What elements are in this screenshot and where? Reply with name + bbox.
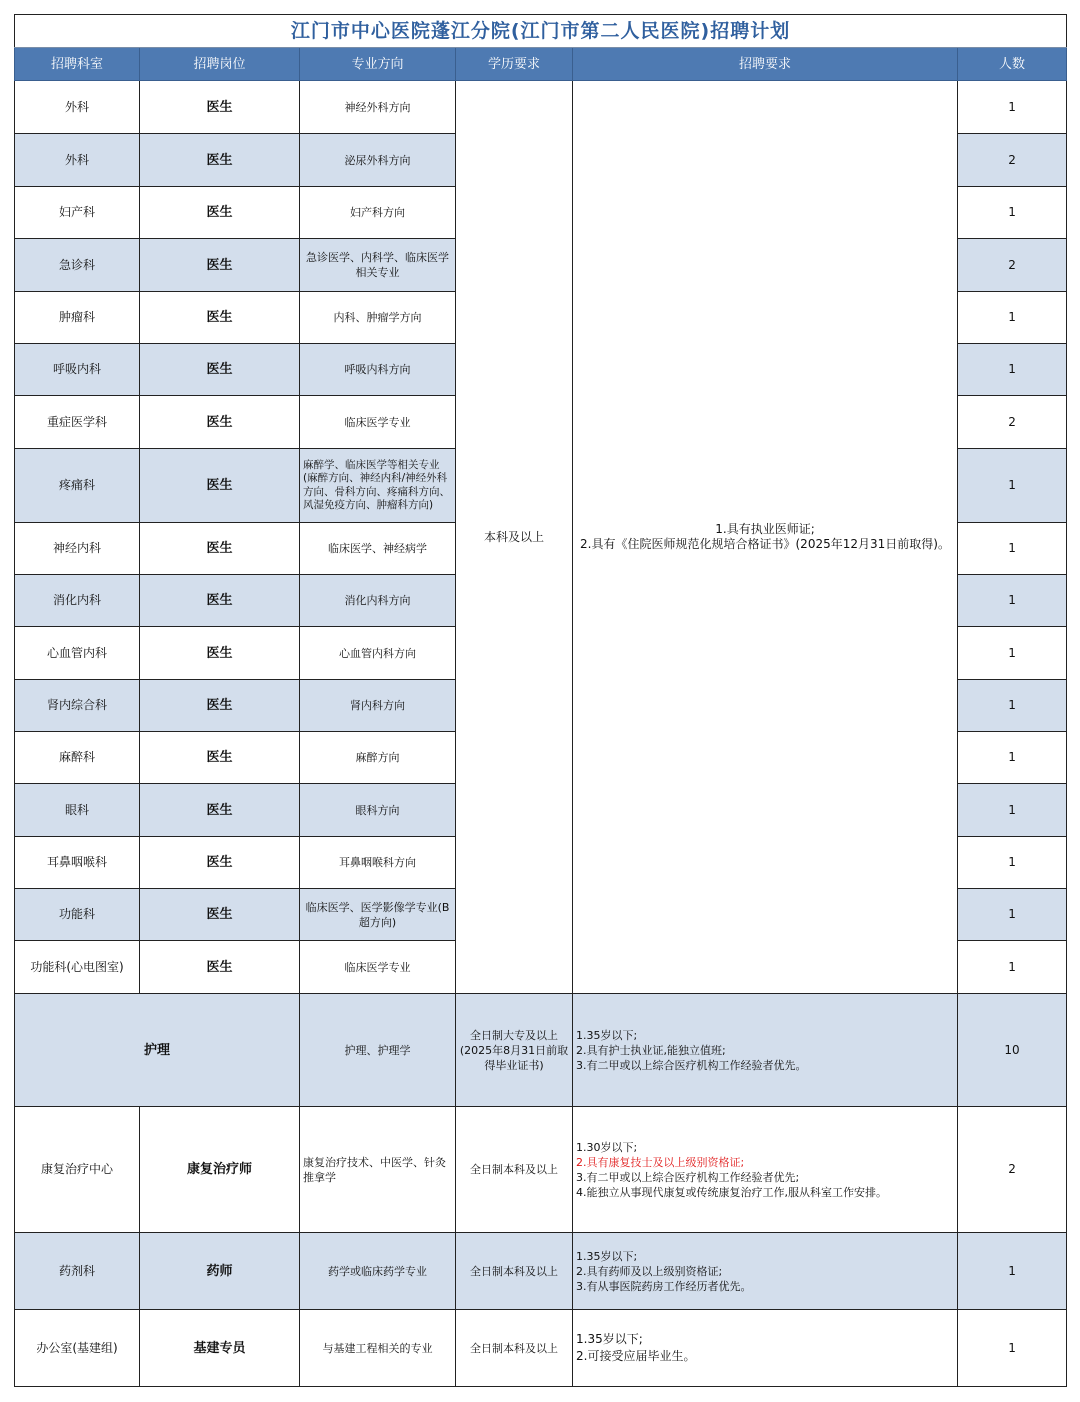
major-cell: 呼吸内科方向 — [300, 344, 456, 396]
major-cell: 麻醉学、临床医学等相关专业(麻醉方向、神经内科/神经外科方向、骨科方向、疼痛科方向、风湿免疫方向、肿瘤科方向) — [300, 449, 456, 523]
requirements-cell — [573, 1233, 958, 1310]
header-major: 专业方向 — [300, 48, 456, 81]
dept-cell: 康复治疗中心 — [15, 1107, 140, 1233]
count-cell: 2 — [958, 134, 1067, 187]
dept-cell: 功能科(心电图室) — [15, 941, 140, 994]
count-cell: 10 — [958, 994, 1067, 1107]
count-cell: 1 — [958, 732, 1067, 784]
major-cell: 肾内科方向 — [300, 680, 456, 732]
position-cell: 基建专员 — [140, 1310, 300, 1387]
major-cell: 神经外科方向 — [300, 81, 456, 134]
education-cell: 全日制本科及以上 — [456, 1310, 573, 1387]
dept-cell: 消化内科 — [15, 575, 140, 627]
position-cell: 医生 — [140, 627, 300, 680]
requirement-line: 1.35岁以下; — [576, 1028, 638, 1042]
education-cell: 全日制大专及以上(2025年8月31日前取得毕业证书) — [456, 994, 573, 1107]
major-cell: 消化内科方向 — [300, 575, 456, 627]
position-cell: 医生 — [140, 837, 300, 889]
header-dept: 招聘科室 — [15, 48, 140, 81]
table-row-nursing — [15, 994, 1067, 1107]
dept-cell: 药剂科 — [15, 1233, 140, 1310]
recruitment-table — [14, 14, 1067, 1387]
recruitment-table-sheet — [14, 14, 1066, 1386]
table-row-pharmacy — [15, 1233, 1067, 1310]
position-cell: 医生 — [140, 889, 300, 941]
dept-cell: 外科 — [15, 81, 140, 134]
requirement-line: 2.可接受应届毕业生。 — [576, 1349, 696, 1363]
position-cell: 医生 — [140, 941, 300, 994]
requirements-cell — [573, 1107, 958, 1233]
dept-cell: 呼吸内科 — [15, 344, 140, 396]
requirement-line: 3.有从事医院药房工作经历者优先。 — [576, 1279, 752, 1293]
position-cell: 医生 — [140, 523, 300, 575]
count-cell: 1 — [958, 292, 1067, 344]
position-cell: 医生 — [140, 344, 300, 396]
header-position: 招聘岗位 — [140, 48, 300, 81]
count-cell: 1 — [958, 81, 1067, 134]
header-education: 学历要求 — [456, 48, 573, 81]
dept-cell: 疼痛科 — [15, 449, 140, 523]
requirement-line: 1.35岁以下; — [576, 1249, 638, 1263]
position-cell: 医生 — [140, 239, 300, 292]
requirement-line: 3.有二甲或以上综合医疗机构工作经验者优先; — [576, 1170, 800, 1184]
count-cell: 1 — [958, 187, 1067, 239]
requirements-cell — [573, 1310, 958, 1387]
position-cell: 医生 — [140, 187, 300, 239]
major-cell: 临床医学、神经病学 — [300, 523, 456, 575]
requirement-line: 2.具有药师及以上级别资格证; — [576, 1264, 723, 1278]
doctor-requirements-cell — [573, 81, 958, 994]
position-cell: 医生 — [140, 396, 300, 449]
major-cell: 药学或临床药学专业 — [300, 1233, 456, 1310]
major-cell: 眼科方向 — [300, 784, 456, 837]
dept-cell: 神经内科 — [15, 523, 140, 575]
education-cell: 全日制本科及以上 — [456, 1233, 573, 1310]
table-row-rehab — [15, 1107, 1067, 1233]
count-cell: 1 — [958, 575, 1067, 627]
requirement-line: 4.能独立从事现代康复或传统康复治疗工作,服从科室工作安排。 — [576, 1185, 887, 1199]
dept-cell: 急诊科 — [15, 239, 140, 292]
position-cell: 医生 — [140, 81, 300, 134]
header-count: 人数 — [958, 48, 1067, 81]
requirements-cell — [573, 994, 958, 1107]
table-row-office — [15, 1310, 1067, 1387]
position-cell: 医生 — [140, 575, 300, 627]
dept-cell: 重症医学科 — [15, 396, 140, 449]
count-cell: 2 — [958, 396, 1067, 449]
count-cell: 1 — [958, 1233, 1067, 1310]
doctor-requirement-line: 2.具有《住院医师规范化规培合格证书》(2025年12月31日前取得)。 — [580, 537, 950, 551]
count-cell: 2 — [958, 1107, 1067, 1233]
requirement-line: 2.具有护士执业证,能独立值班; — [576, 1043, 726, 1057]
major-cell: 临床医学专业 — [300, 941, 456, 994]
position-cell: 医生 — [140, 292, 300, 344]
count-cell: 1 — [958, 449, 1067, 523]
count-cell: 1 — [958, 627, 1067, 680]
requirement-line: 1.35岁以下; — [576, 1332, 643, 1346]
major-cell: 临床医学专业 — [300, 396, 456, 449]
position-cell: 医生 — [140, 784, 300, 837]
major-cell: 临床医学、医学影像学专业(B超方向) — [300, 889, 456, 941]
position-cell: 医生 — [140, 680, 300, 732]
count-cell: 1 — [958, 680, 1067, 732]
major-cell: 心血管内科方向 — [300, 627, 456, 680]
count-cell: 1 — [958, 941, 1067, 994]
dept-cell: 心血管内科 — [15, 627, 140, 680]
major-cell: 内科、肿瘤学方向 — [300, 292, 456, 344]
page-title: 江门市中心医院蓬江分院(江门市第二人民医院)招聘计划 — [15, 15, 1067, 48]
major-cell: 妇产科方向 — [300, 187, 456, 239]
major-cell: 护理、护理学 — [300, 994, 456, 1107]
major-cell: 耳鼻咽喉科方向 — [300, 837, 456, 889]
dept-cell: 耳鼻咽喉科 — [15, 837, 140, 889]
requirement-line-highlighted: 2.具有康复技士及以上级别资格证; — [576, 1155, 745, 1169]
count-cell: 1 — [958, 784, 1067, 837]
count-cell: 1 — [958, 889, 1067, 941]
requirement-line: 1.30岁以下; — [576, 1140, 638, 1154]
count-cell: 1 — [958, 837, 1067, 889]
major-cell: 泌尿外科方向 — [300, 134, 456, 187]
requirement-line: 3.有二甲或以上综合医疗机构工作经验者优先。 — [576, 1058, 807, 1072]
table-row — [15, 81, 1067, 134]
education-cell: 全日制本科及以上 — [456, 1107, 573, 1233]
header-row — [15, 48, 1067, 81]
count-cell: 1 — [958, 1310, 1067, 1387]
position-cell: 康复治疗师 — [140, 1107, 300, 1233]
major-cell: 麻醉方向 — [300, 732, 456, 784]
position-cell: 医生 — [140, 134, 300, 187]
doctor-requirement-line: 1.具有执业医师证; — [715, 522, 815, 536]
position-cell: 医生 — [140, 732, 300, 784]
major-cell: 康复治疗技术、中医学、针灸推拿学 — [300, 1107, 456, 1233]
count-cell: 1 — [958, 523, 1067, 575]
major-cell: 与基建工程相关的专业 — [300, 1310, 456, 1387]
dept-cell: 肿瘤科 — [15, 292, 140, 344]
dept-cell: 眼科 — [15, 784, 140, 837]
position-cell: 医生 — [140, 449, 300, 523]
count-cell: 2 — [958, 239, 1067, 292]
header-requirements: 招聘要求 — [573, 48, 958, 81]
dept-cell: 麻醉科 — [15, 732, 140, 784]
dept-cell: 办公室(基建组) — [15, 1310, 140, 1387]
dept-cell: 外科 — [15, 134, 140, 187]
dept-cell: 肾内综合科 — [15, 680, 140, 732]
major-cell: 急诊医学、内科学、临床医学相关专业 — [300, 239, 456, 292]
dept-cell: 妇产科 — [15, 187, 140, 239]
count-cell: 1 — [958, 344, 1067, 396]
position-cell: 护理 — [15, 994, 300, 1107]
doctor-education-cell: 本科及以上 — [456, 81, 573, 994]
dept-cell: 功能科 — [15, 889, 140, 941]
position-cell: 药师 — [140, 1233, 300, 1310]
